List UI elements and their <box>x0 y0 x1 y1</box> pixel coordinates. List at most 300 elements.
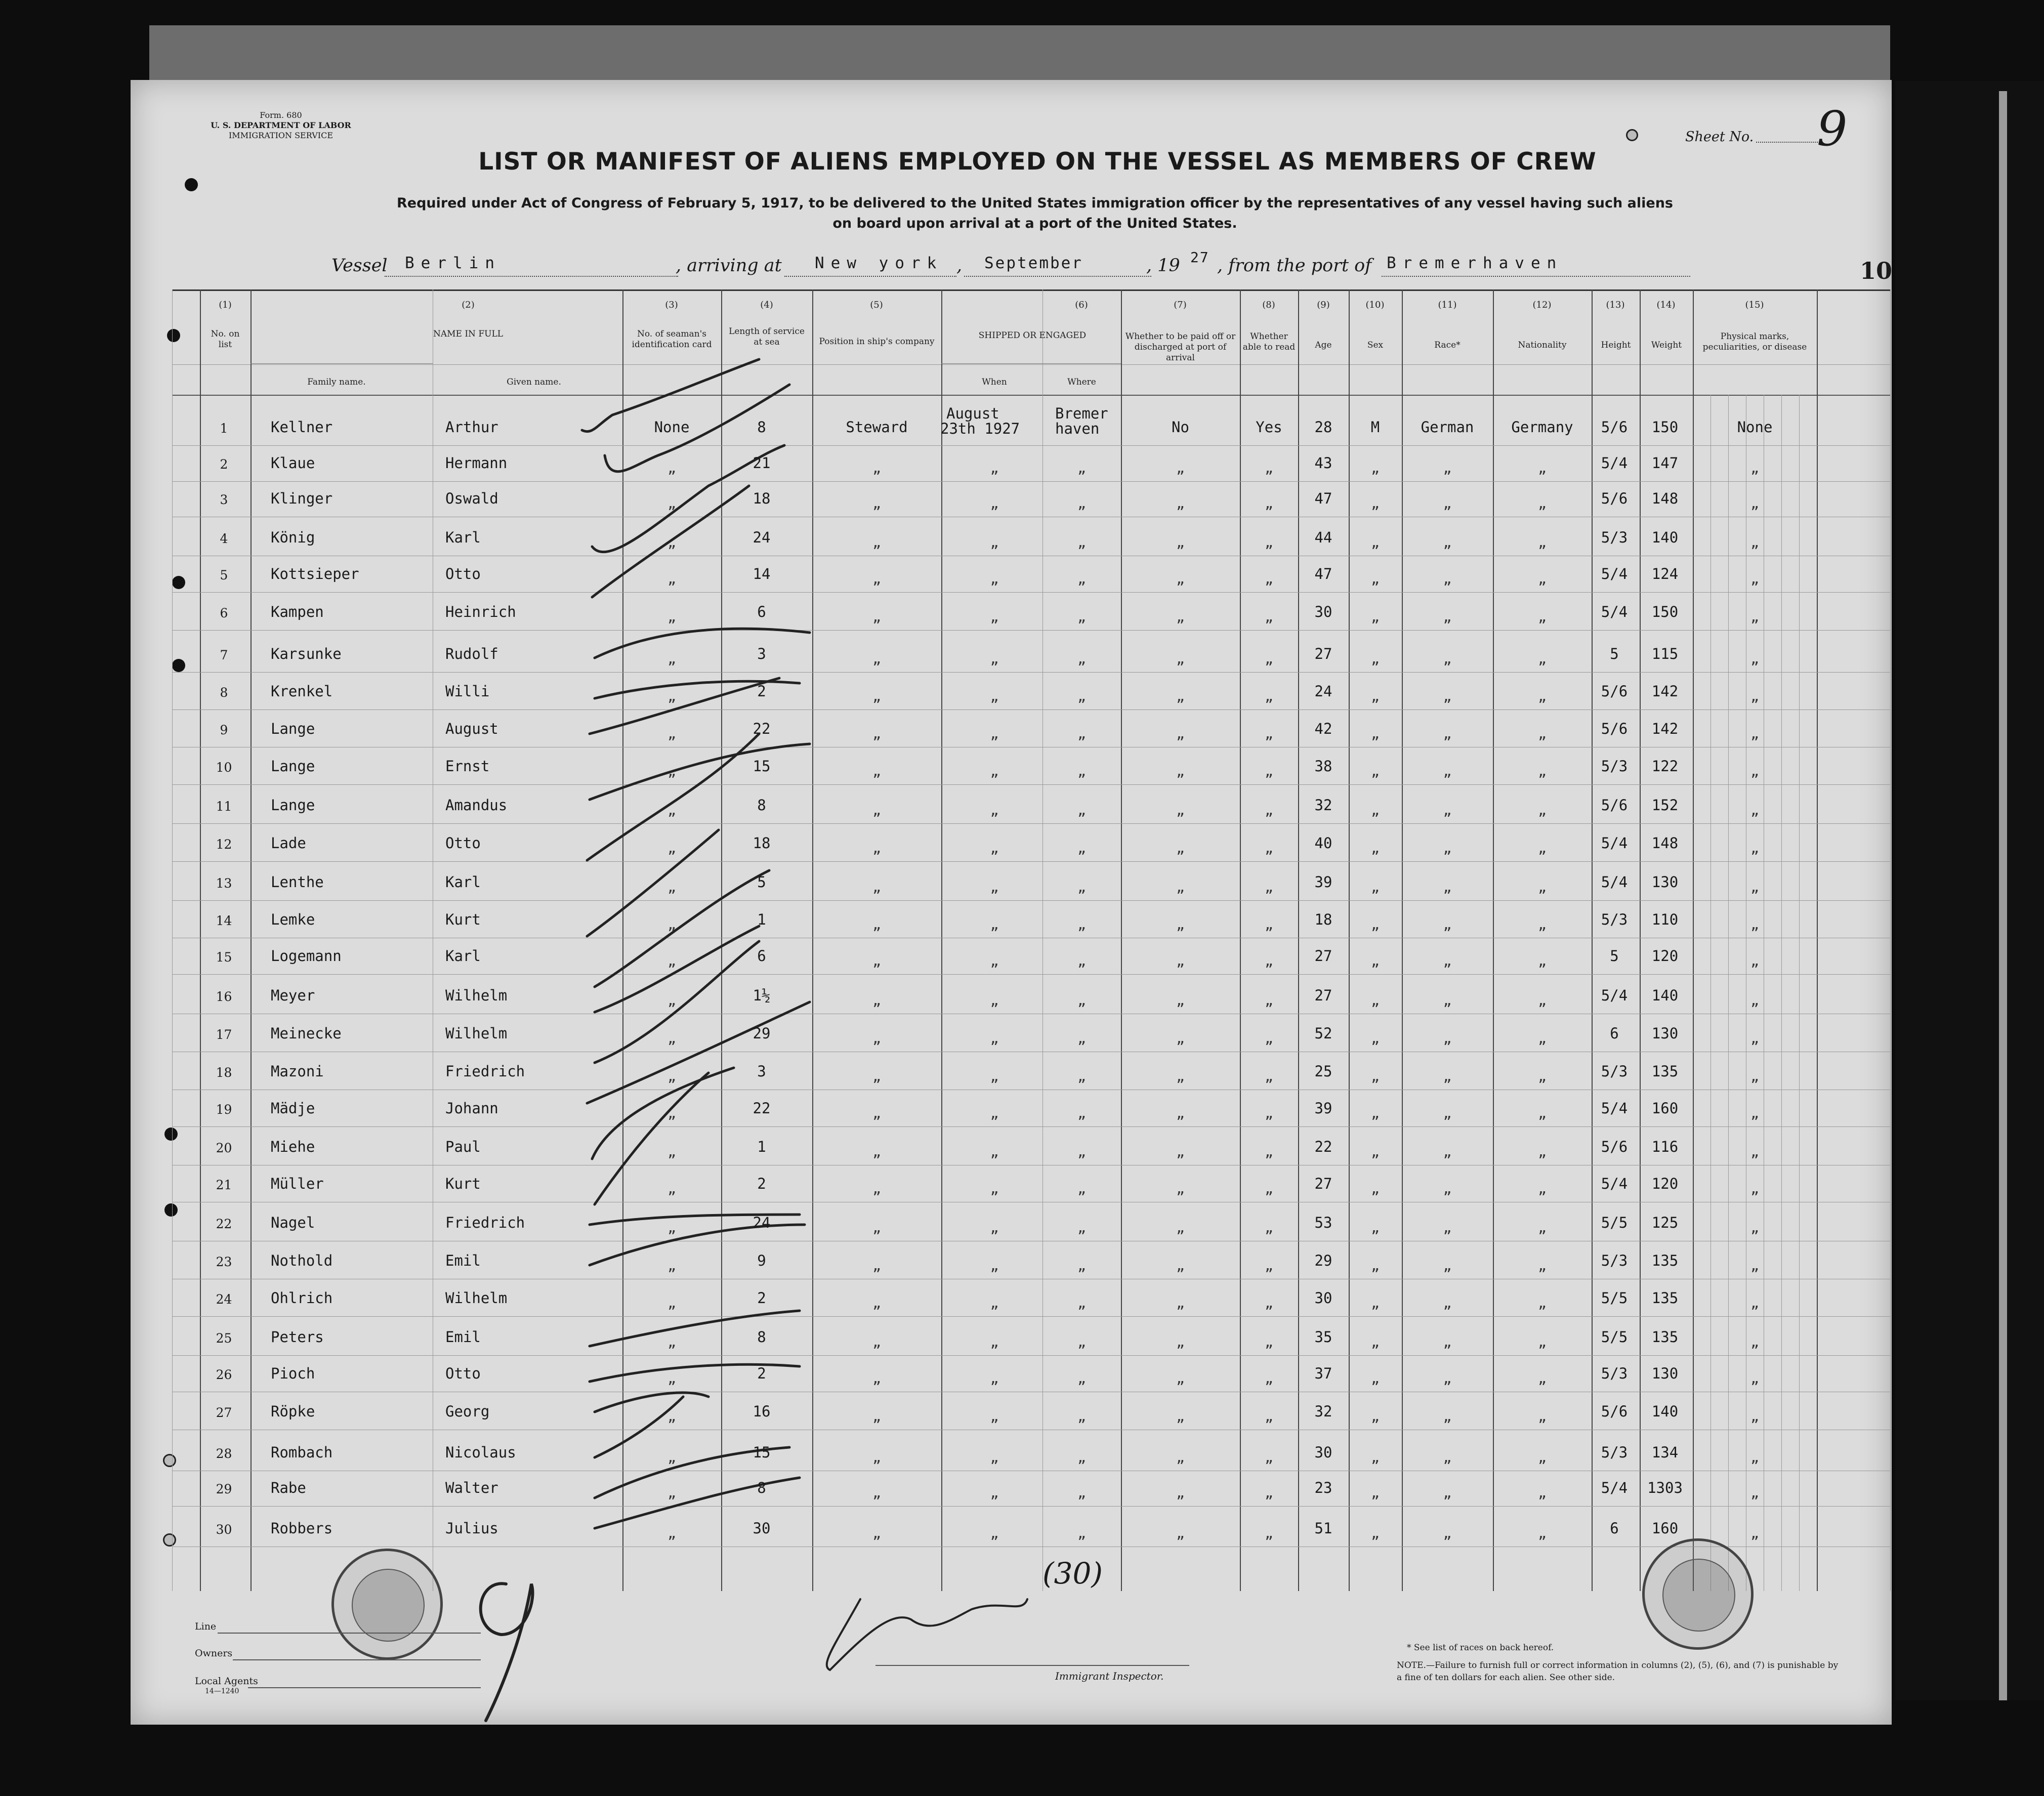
family-name: Ohlrich <box>271 1289 333 1307</box>
departure-port: Bremerhaven <box>1387 254 1563 272</box>
row-number: 20 <box>216 1141 232 1155</box>
ditto-mark: „ <box>1176 763 1185 779</box>
shipped-subheader-rule <box>941 363 1121 364</box>
ditto-mark: „ <box>872 1143 881 1160</box>
ditto-mark: „ <box>1176 608 1185 625</box>
ditto-mark: „ <box>1443 1408 1452 1425</box>
ditto-mark: „ <box>872 1180 881 1197</box>
weight: 125 <box>1651 1214 1679 1231</box>
ditto-mark: „ <box>872 570 881 587</box>
height: 6 <box>1610 1520 1619 1537</box>
ditto-mark: „ <box>1538 570 1547 587</box>
ditto-mark: „ <box>1265 992 1273 1009</box>
ditto-mark: „ <box>1538 802 1547 818</box>
service-length: 6 <box>757 947 766 965</box>
ditto-mark: „ <box>1750 1068 1759 1084</box>
ditto-mark: „ <box>1443 1180 1452 1197</box>
ditto-mark: „ <box>872 763 881 779</box>
ditto-mark: „ <box>668 534 676 551</box>
year-suffix: 27 <box>1190 249 1209 266</box>
ditto-mark: „ <box>1077 608 1086 625</box>
weight: 116 <box>1651 1138 1679 1155</box>
height: 5/6 <box>1601 1403 1628 1420</box>
paid-off: No <box>1172 419 1189 436</box>
comma: , <box>956 256 963 276</box>
ditto-mark: „ <box>872 608 881 625</box>
ditto-mark: „ <box>668 608 676 625</box>
row-number: 12 <box>216 837 232 852</box>
row-number: 11 <box>216 799 232 814</box>
ditto-mark: „ <box>1176 1143 1185 1160</box>
ditto-mark: „ <box>1538 763 1547 779</box>
ditto-mark: „ <box>1538 725 1547 742</box>
row-number: 6 <box>220 606 228 620</box>
ditto-mark: „ <box>1371 688 1380 704</box>
ditto-mark: „ <box>872 1294 881 1311</box>
ditto-mark: „ <box>668 1408 676 1425</box>
age: 32 <box>1314 1403 1332 1420</box>
column-number: (2) <box>462 300 475 310</box>
ditto-mark: „ <box>990 1257 999 1274</box>
row-number: 26 <box>216 1367 232 1382</box>
ditto-mark: „ <box>1265 1180 1273 1197</box>
ditto-mark: „ <box>1371 1408 1380 1425</box>
family-name: Rombach <box>271 1444 333 1461</box>
weight: 115 <box>1651 645 1679 662</box>
ditto-mark: „ <box>1176 495 1185 512</box>
ditto-mark: „ <box>990 1180 999 1197</box>
ditto-mark: „ <box>1371 495 1380 512</box>
family-name: Lemke <box>271 911 315 928</box>
column-number: (6) <box>1075 300 1088 310</box>
ditto-mark: „ <box>990 1030 999 1047</box>
weight: 124 <box>1651 565 1679 582</box>
ditto-mark: „ <box>1538 495 1547 512</box>
weight: 150 <box>1651 603 1679 620</box>
given-name: Oswald <box>445 490 498 507</box>
ditto-mark: „ <box>1750 1180 1759 1197</box>
department: U. S. DEPARTMENT OF LABOR <box>211 120 351 130</box>
header-weight: Weight <box>1651 340 1682 350</box>
ditto-mark: „ <box>1443 1143 1452 1160</box>
ditto-mark: „ <box>668 1370 676 1387</box>
height: 5/3 <box>1601 758 1628 775</box>
ditto-mark: „ <box>1176 802 1185 818</box>
ditto-mark: „ <box>1750 1219 1759 1236</box>
ditto-mark: „ <box>1443 879 1452 895</box>
ditto-mark: „ <box>1538 1030 1547 1047</box>
ditto-mark: „ <box>990 1525 999 1541</box>
crew-count: (30) <box>1042 1556 1103 1591</box>
header-age: Age <box>1315 340 1332 350</box>
consulate-seal <box>331 1549 443 1660</box>
weight: 150 <box>1651 419 1679 436</box>
ditto-mark: „ <box>1443 916 1452 933</box>
age: 35 <box>1314 1328 1332 1346</box>
id-card: None <box>654 419 690 436</box>
weight: 135 <box>1651 1063 1679 1080</box>
ditto-mark: „ <box>1077 1105 1086 1121</box>
family-name: Nothold <box>271 1252 333 1269</box>
year-prefix: , 19 <box>1146 256 1180 276</box>
given-name: Paul <box>445 1138 481 1155</box>
row-number: 29 <box>216 1482 232 1496</box>
ditto-mark: „ <box>872 840 881 856</box>
ditto-mark: „ <box>1750 879 1759 895</box>
family-name: Lange <box>271 797 315 814</box>
ditto-mark: „ <box>1265 763 1273 779</box>
ditto-mark: „ <box>1443 1030 1452 1047</box>
given-name: Walter <box>445 1479 498 1496</box>
weight: 140 <box>1651 529 1679 546</box>
ditto-mark: „ <box>872 802 881 818</box>
ditto-mark: „ <box>1371 1449 1380 1466</box>
given-name: Wilhelm <box>445 1289 508 1307</box>
ditto-mark: „ <box>1538 1143 1547 1160</box>
age: 27 <box>1314 1175 1332 1192</box>
ditto-mark: „ <box>1077 952 1086 969</box>
ditto-mark: „ <box>990 840 999 856</box>
service-length: 24 <box>753 1214 771 1231</box>
service-length: 2 <box>757 1365 766 1382</box>
column-number: (10) <box>1365 300 1385 310</box>
given-name: Hermann <box>445 454 508 472</box>
service-length: 15 <box>753 1444 771 1461</box>
age: 28 <box>1314 419 1332 436</box>
ditto-mark: „ <box>1371 1294 1380 1311</box>
weight: 130 <box>1651 873 1679 891</box>
weight: 122 <box>1651 758 1679 775</box>
ditto-mark: „ <box>1077 495 1086 512</box>
header-sex: Sex <box>1367 340 1384 350</box>
row-number: 23 <box>216 1255 232 1269</box>
ditto-mark: „ <box>872 1068 881 1084</box>
handwritten-nine <box>481 1583 533 1721</box>
weight: 148 <box>1651 834 1679 852</box>
ditto-mark: „ <box>668 495 676 512</box>
height: 5/4 <box>1601 454 1628 472</box>
ditto-mark: „ <box>1176 725 1185 742</box>
form-code: 14—1240 <box>205 1687 239 1695</box>
ditto-mark: „ <box>990 1068 999 1084</box>
weight: 142 <box>1651 683 1679 700</box>
ditto-mark: „ <box>1443 1219 1452 1236</box>
ditto-mark: „ <box>872 688 881 704</box>
ditto-mark: „ <box>1265 802 1273 818</box>
ditto-mark: „ <box>1371 763 1380 779</box>
family-name: Röpke <box>271 1403 315 1420</box>
given-name: Otto <box>445 565 481 582</box>
weight: 110 <box>1651 911 1679 928</box>
line-label: Line <box>195 1621 217 1632</box>
ditto-mark: „ <box>1750 495 1759 512</box>
family-name: Peters <box>271 1328 324 1346</box>
ditto-mark: „ <box>1443 840 1452 856</box>
age: 24 <box>1314 683 1332 700</box>
ditto-mark: „ <box>1176 1257 1185 1274</box>
height: 5/4 <box>1601 987 1628 1004</box>
service-length: 1 <box>757 1138 766 1155</box>
ditto-mark: „ <box>1371 570 1380 587</box>
ditto-mark: „ <box>1538 460 1547 476</box>
ditto-mark: „ <box>990 952 999 969</box>
ditto-mark: „ <box>668 570 676 587</box>
weight: 135 <box>1651 1289 1679 1307</box>
name-subheader-rule <box>251 363 433 364</box>
ditto-mark: „ <box>1077 1030 1086 1047</box>
service-length: 30 <box>753 1520 771 1537</box>
ditto-mark: „ <box>1750 460 1759 476</box>
ditto-mark: „ <box>668 1333 676 1350</box>
height: 5 <box>1610 947 1619 965</box>
ditto-mark: „ <box>668 1143 676 1160</box>
ditto-mark: „ <box>668 460 676 476</box>
given-name: Emil <box>445 1328 481 1346</box>
height: 5 <box>1610 645 1619 662</box>
ditto-mark: „ <box>990 534 999 551</box>
weight: 140 <box>1651 987 1679 1004</box>
ditto-mark: „ <box>1176 1068 1185 1084</box>
ditto-mark: „ <box>872 495 881 512</box>
height: 5/4 <box>1601 1175 1628 1192</box>
row-number: 15 <box>216 950 232 965</box>
ditto-mark: „ <box>1176 570 1185 587</box>
header-height: Height <box>1601 340 1631 350</box>
ditto-mark: „ <box>668 688 676 704</box>
ditto-mark: „ <box>1750 1294 1759 1311</box>
ditto-mark: „ <box>1443 570 1452 587</box>
ditto-mark: „ <box>1265 688 1273 704</box>
ditto-mark: „ <box>1176 992 1185 1009</box>
ditto-mark: „ <box>872 534 881 551</box>
ditto-mark: „ <box>1176 1525 1185 1541</box>
ditto-mark: „ <box>1077 534 1086 551</box>
ditto-mark: „ <box>872 1370 881 1387</box>
form-number: Form. 680 <box>260 110 302 120</box>
age: 47 <box>1314 565 1332 582</box>
height: 5/6 <box>1601 490 1628 507</box>
service-length: 24 <box>753 529 771 546</box>
weight: 160 <box>1651 1520 1679 1537</box>
weight: 140 <box>1651 1403 1679 1420</box>
ditto-mark: „ <box>668 879 676 895</box>
ditto-mark: „ <box>1538 650 1547 667</box>
given-name: Amandus <box>445 797 508 814</box>
ditto-mark: „ <box>1077 725 1086 742</box>
from-label: , from the port of <box>1217 256 1372 276</box>
ditto-mark: „ <box>872 1484 881 1501</box>
page-title: LIST OR MANIFEST OF ALIENS EMPLOYED ON THE VESSEL AS MEMBERS OF CREW <box>478 148 1597 176</box>
family-name: Klaue <box>271 454 315 472</box>
ditto-mark: „ <box>1443 1294 1452 1311</box>
ditto-mark: „ <box>1538 1068 1547 1084</box>
header-no-on-list: No. on list <box>211 329 240 350</box>
age: 47 <box>1314 490 1332 507</box>
position: Steward <box>846 419 908 436</box>
height: 5/4 <box>1601 1100 1628 1117</box>
ditto-mark: „ <box>668 1030 676 1047</box>
ditto-mark: „ <box>1077 992 1086 1009</box>
ditto-mark: „ <box>1443 992 1452 1009</box>
ditto-mark: „ <box>1077 1525 1086 1541</box>
weight: 120 <box>1651 947 1679 965</box>
ditto-mark: „ <box>1538 840 1547 856</box>
given-name: Georg <box>445 1403 490 1420</box>
row-number: 24 <box>216 1292 232 1307</box>
header-race: Race* <box>1434 340 1461 350</box>
given-name: Kurt <box>445 911 481 928</box>
age: 22 <box>1314 1138 1332 1155</box>
ditto-mark: „ <box>990 725 999 742</box>
ditto-mark: „ <box>1538 992 1547 1009</box>
age: 44 <box>1314 529 1332 546</box>
ditto-mark: „ <box>1176 1333 1185 1350</box>
header-position: Position in ship's company <box>819 337 935 347</box>
row-number: 5 <box>220 568 228 582</box>
family-name: Karsunke <box>271 645 342 662</box>
age: 30 <box>1314 603 1332 620</box>
ditto-mark: „ <box>990 688 999 704</box>
given-name: August <box>445 720 498 737</box>
ditto-mark: „ <box>872 1408 881 1425</box>
family-name: Meyer <box>271 987 315 1004</box>
ditto-mark: „ <box>1176 1030 1185 1047</box>
ditto-mark: „ <box>1371 952 1380 969</box>
header-physical: Physical marks, peculiarities, or disease <box>1702 331 1807 352</box>
age: 40 <box>1314 834 1332 852</box>
height: 5/5 <box>1601 1289 1628 1307</box>
ditto-mark: „ <box>1371 650 1380 667</box>
weight: 1303 <box>1647 1479 1683 1496</box>
ditto-mark: „ <box>1538 1105 1547 1121</box>
age: 30 <box>1314 1444 1332 1461</box>
given-name: Emil <box>445 1252 481 1269</box>
ditto-mark: „ <box>668 1294 676 1311</box>
sex: M <box>1370 419 1380 436</box>
ditto-mark: „ <box>1538 1294 1547 1311</box>
age: 27 <box>1314 645 1332 662</box>
ditto-mark: „ <box>1371 1370 1380 1387</box>
races-note: * See list of races on back hereof. <box>1407 1643 1554 1653</box>
ditto-mark: „ <box>1443 688 1452 704</box>
ditto-mark: „ <box>1176 1219 1185 1236</box>
column-number: (12) <box>1532 300 1552 310</box>
service-length: 2 <box>757 683 766 700</box>
ditto-mark: „ <box>1176 1484 1185 1501</box>
inspector-signature <box>827 1599 1027 1670</box>
ditto-mark: „ <box>1077 802 1086 818</box>
column-number: (7) <box>1174 300 1187 310</box>
ditto-mark: „ <box>872 1105 881 1121</box>
ditto-mark: „ <box>990 495 999 512</box>
age: 42 <box>1314 720 1332 737</box>
ditto-mark: „ <box>668 1105 676 1121</box>
column-number: (5) <box>870 300 883 310</box>
engaged-where: haven <box>1055 420 1100 437</box>
ditto-mark: „ <box>1265 840 1273 856</box>
ditto-mark: „ <box>1265 1030 1273 1047</box>
ditto-mark: „ <box>668 840 676 856</box>
service-length: 8 <box>757 419 766 436</box>
ditto-mark: „ <box>1538 1180 1547 1197</box>
ditto-mark: „ <box>1077 1484 1086 1501</box>
row-number: 18 <box>216 1065 232 1080</box>
ditto-mark: „ <box>1265 534 1273 551</box>
header-when: When <box>982 377 1007 387</box>
given-name: Friedrich <box>445 1063 525 1080</box>
ditto-mark: „ <box>872 1449 881 1466</box>
header-family-name: Family name. <box>307 377 366 387</box>
ditto-mark: „ <box>990 570 999 587</box>
service-length: 8 <box>757 1328 766 1346</box>
ditto-mark: „ <box>1265 1068 1273 1084</box>
ditto-mark: „ <box>1077 1143 1086 1160</box>
row-number: 16 <box>216 989 232 1004</box>
service-length: 3 <box>757 645 766 662</box>
service-length: 14 <box>753 565 771 582</box>
ditto-mark: „ <box>1750 1449 1759 1466</box>
service-length: 3 <box>757 1063 766 1080</box>
ditto-mark: „ <box>990 802 999 818</box>
ditto-mark: „ <box>1176 879 1185 895</box>
row-number: 22 <box>216 1217 232 1231</box>
ditto-mark: „ <box>872 952 881 969</box>
ditto-mark: „ <box>668 1484 676 1501</box>
ditto-mark: „ <box>1265 1257 1273 1274</box>
ditto-mark: „ <box>1750 952 1759 969</box>
ditto-mark: „ <box>990 879 999 895</box>
weight: 142 <box>1651 720 1679 737</box>
column-number: (4) <box>760 300 773 310</box>
family-name: Mazoni <box>271 1063 324 1080</box>
family-name: Miehe <box>271 1138 315 1155</box>
row-number: 30 <box>216 1522 232 1537</box>
ditto-mark: „ <box>1176 1408 1185 1425</box>
ditto-mark: „ <box>1750 1408 1759 1425</box>
row-number: 9 <box>220 723 228 737</box>
ditto-mark: „ <box>1371 1180 1380 1197</box>
ditto-mark: „ <box>1077 1449 1086 1466</box>
family-name: Lange <box>271 720 315 737</box>
row-number: 8 <box>220 685 228 700</box>
ditto-mark: „ <box>1265 1449 1273 1466</box>
family-name: Kampen <box>271 603 324 620</box>
column-number: (8) <box>1262 300 1275 310</box>
footer-rule <box>233 1659 481 1660</box>
ditto-mark: „ <box>1371 916 1380 933</box>
ditto-mark: „ <box>1538 1484 1547 1501</box>
ditto-mark: „ <box>1750 534 1759 551</box>
weight: 160 <box>1651 1100 1679 1117</box>
ditto-mark: „ <box>1371 1105 1380 1121</box>
ditto-mark: „ <box>668 650 676 667</box>
weight: 135 <box>1651 1252 1679 1269</box>
ditto-mark: „ <box>1750 725 1759 742</box>
family-name: Müller <box>271 1175 324 1192</box>
height: 5/6 <box>1601 797 1628 814</box>
service: IMMIGRATION SERVICE <box>228 131 333 140</box>
ditto-mark: „ <box>1538 608 1547 625</box>
ditto-mark: „ <box>668 1449 676 1466</box>
weight: 135 <box>1651 1328 1679 1346</box>
ditto-mark: „ <box>990 1370 999 1387</box>
sheet-label: Sheet No. <box>1685 129 1754 145</box>
column-number: (14) <box>1656 300 1676 310</box>
ditto-mark: „ <box>990 1449 999 1466</box>
row-number: 25 <box>216 1331 232 1346</box>
given-name: Karl <box>445 873 481 891</box>
fine-note: NOTE.—Failure to furnish full or correct information in columns (2), (5), (6), and (7) is punishable by a fine of ten dollars for each alien. See other side. <box>1397 1660 1839 1683</box>
